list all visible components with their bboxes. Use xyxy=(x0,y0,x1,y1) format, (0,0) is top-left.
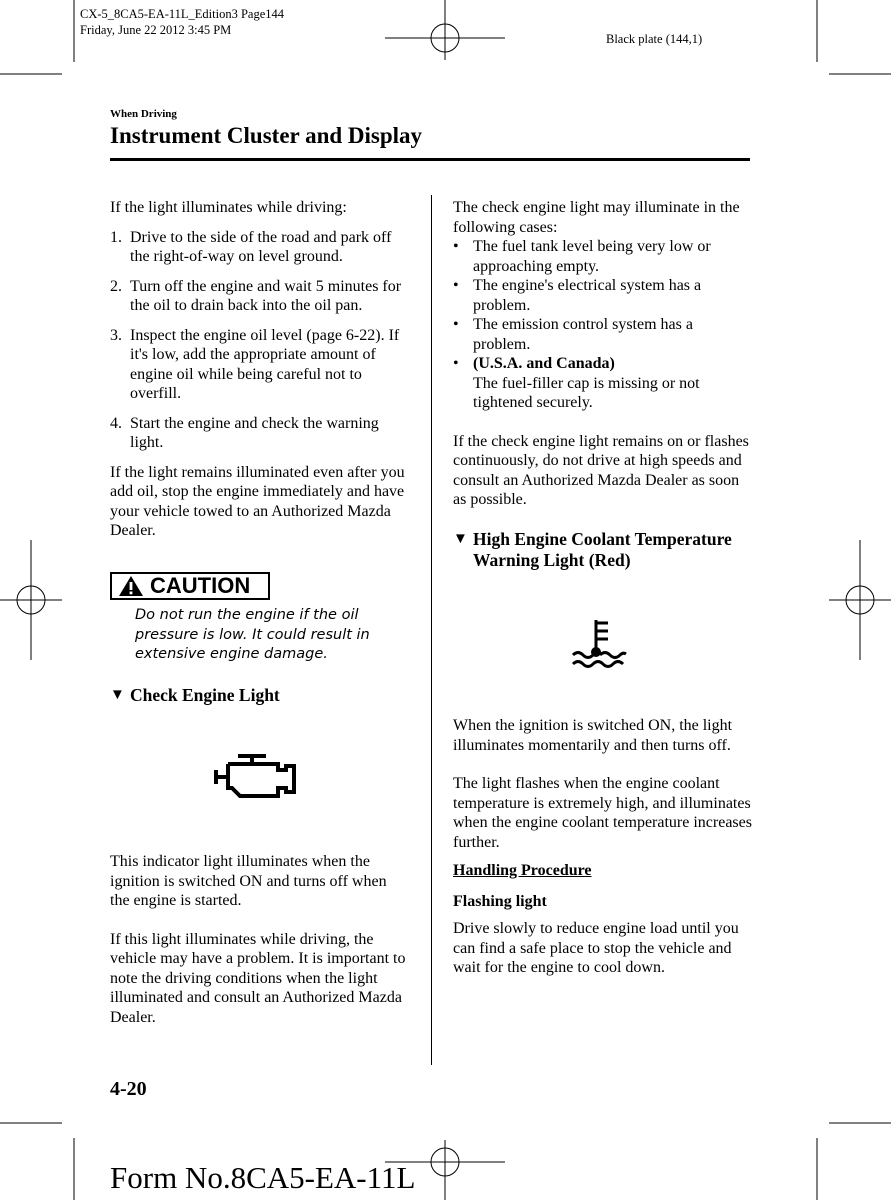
registration-target-top xyxy=(385,0,505,60)
left-column xyxy=(110,198,410,541)
list-item xyxy=(453,354,753,413)
list-number: 1. xyxy=(110,228,122,246)
plate-info: Black plate (144,1) xyxy=(606,32,703,46)
handling-procedure-heading: Handling Procedure xyxy=(453,862,592,879)
registration-target-right xyxy=(829,540,891,660)
list-text-block xyxy=(473,354,753,413)
list-number: 2. xyxy=(110,277,122,295)
list-number: 3. xyxy=(110,326,122,344)
list-text: Drive to the side of the road and park off the right-of-way on level ground. xyxy=(130,228,392,265)
registration-target-left xyxy=(0,540,62,660)
bullet: • xyxy=(453,277,459,294)
paragraph: If the check engine light remains on or flashes continuously, do not drive at high speeds and consult an Authorized Mazda Dealer as soon as possible. xyxy=(453,432,749,508)
caution-label: CAUTION xyxy=(150,573,251,598)
column-divider xyxy=(431,195,432,1065)
subheading-text: Check Engine Light xyxy=(130,685,280,705)
list-number: 4. xyxy=(110,414,122,432)
list-item xyxy=(110,414,410,453)
paragraph: This indicator light illuminates when the ignition is switched ON and turns off when the engine is started. xyxy=(110,853,387,909)
region-label: (U.S.A. and Canada) xyxy=(473,355,615,372)
list-item xyxy=(453,315,753,354)
print-date: Friday, June 22 2012 3:45 PM xyxy=(80,23,232,37)
paragraph: When the ignition is switched ON, the light illuminates momentarily and then turns off. xyxy=(453,717,733,754)
print-file-name: CX-5_8CA5-EA-11L_Edition3 Page144 xyxy=(80,7,285,21)
list-text: The fuel-filler cap is missing or not tightened securely. xyxy=(473,374,700,411)
list-text: Inspect the engine oil level (page 6-22). If it's low, add the appropriate amount of engine oil while being careful not to overfill. xyxy=(130,326,400,402)
subheading-text: High Engine Coolant Temperature Warning Light (Red) xyxy=(473,529,732,570)
list-item xyxy=(110,228,410,267)
list-item xyxy=(453,237,753,276)
list-item xyxy=(453,276,753,315)
list-text: The emission control system has a problem. xyxy=(473,316,693,353)
paragraph: Drive slowly to reduce engine load until you can find a safe place to stop the vehicle and wait for the engine to cool down. xyxy=(453,920,739,976)
triangle-marker-icon: ▼ xyxy=(110,687,125,703)
paragraph: The light flashes when the engine coolant temperature is extremely high, and illuminates when the engine coolant temperature increases further. xyxy=(453,775,752,851)
list-item xyxy=(110,277,410,316)
bullet: • xyxy=(453,316,459,333)
list-text: The fuel tank level being very low or approaching empty. xyxy=(473,238,711,275)
section-label: When Driving xyxy=(110,108,177,120)
paragraph: The check engine light may illuminate in the following cases: xyxy=(453,199,740,236)
triangle-marker-icon: ▼ xyxy=(453,531,468,547)
list-text: Start the engine and check the warning light. xyxy=(130,414,379,451)
bullet: • xyxy=(453,355,459,372)
subheading-coolant xyxy=(453,529,753,571)
coolant-temperature-icon xyxy=(570,618,630,668)
page-number: 4-20 xyxy=(110,1078,147,1100)
form-number: Form No.8CA5-EA-11L xyxy=(110,1160,416,1195)
page-title: Instrument Cluster and Display xyxy=(110,123,423,148)
right-column-lower xyxy=(453,716,753,978)
flashing-light-heading: Flashing light xyxy=(453,892,547,910)
paragraph: If the light remains illuminated even after you add oil, stop the engine immediately and have your vehicle towed to an Authorized Mazda Dealer. xyxy=(110,463,405,539)
paragraph: If the light illuminates while driving: xyxy=(110,199,347,216)
right-column xyxy=(453,198,753,510)
caution-text: Do not run the engine if the oil pressure is low. It could result in extensive engine damage. xyxy=(135,607,370,662)
print-file-info xyxy=(80,6,284,38)
caution-badge xyxy=(110,572,270,600)
bullet: • xyxy=(453,238,459,255)
left-column-lower xyxy=(110,852,410,1027)
list-text: Turn off the engine and wait 5 minutes for the oil to drain back into the oil pan. xyxy=(130,277,402,314)
subheading-check-engine xyxy=(110,685,420,706)
paragraph: If this light illuminates while driving, the vehicle may have a problem. It is important to note the driving conditions when the light illuminated and consult an Authorized Mazda Dealer. xyxy=(110,930,406,1026)
warning-triangle-icon xyxy=(118,575,144,597)
check-engine-icon xyxy=(214,752,298,804)
title-rule xyxy=(110,158,750,161)
list-item xyxy=(110,326,410,404)
list-text: The engine's electrical system has a problem. xyxy=(473,277,702,314)
